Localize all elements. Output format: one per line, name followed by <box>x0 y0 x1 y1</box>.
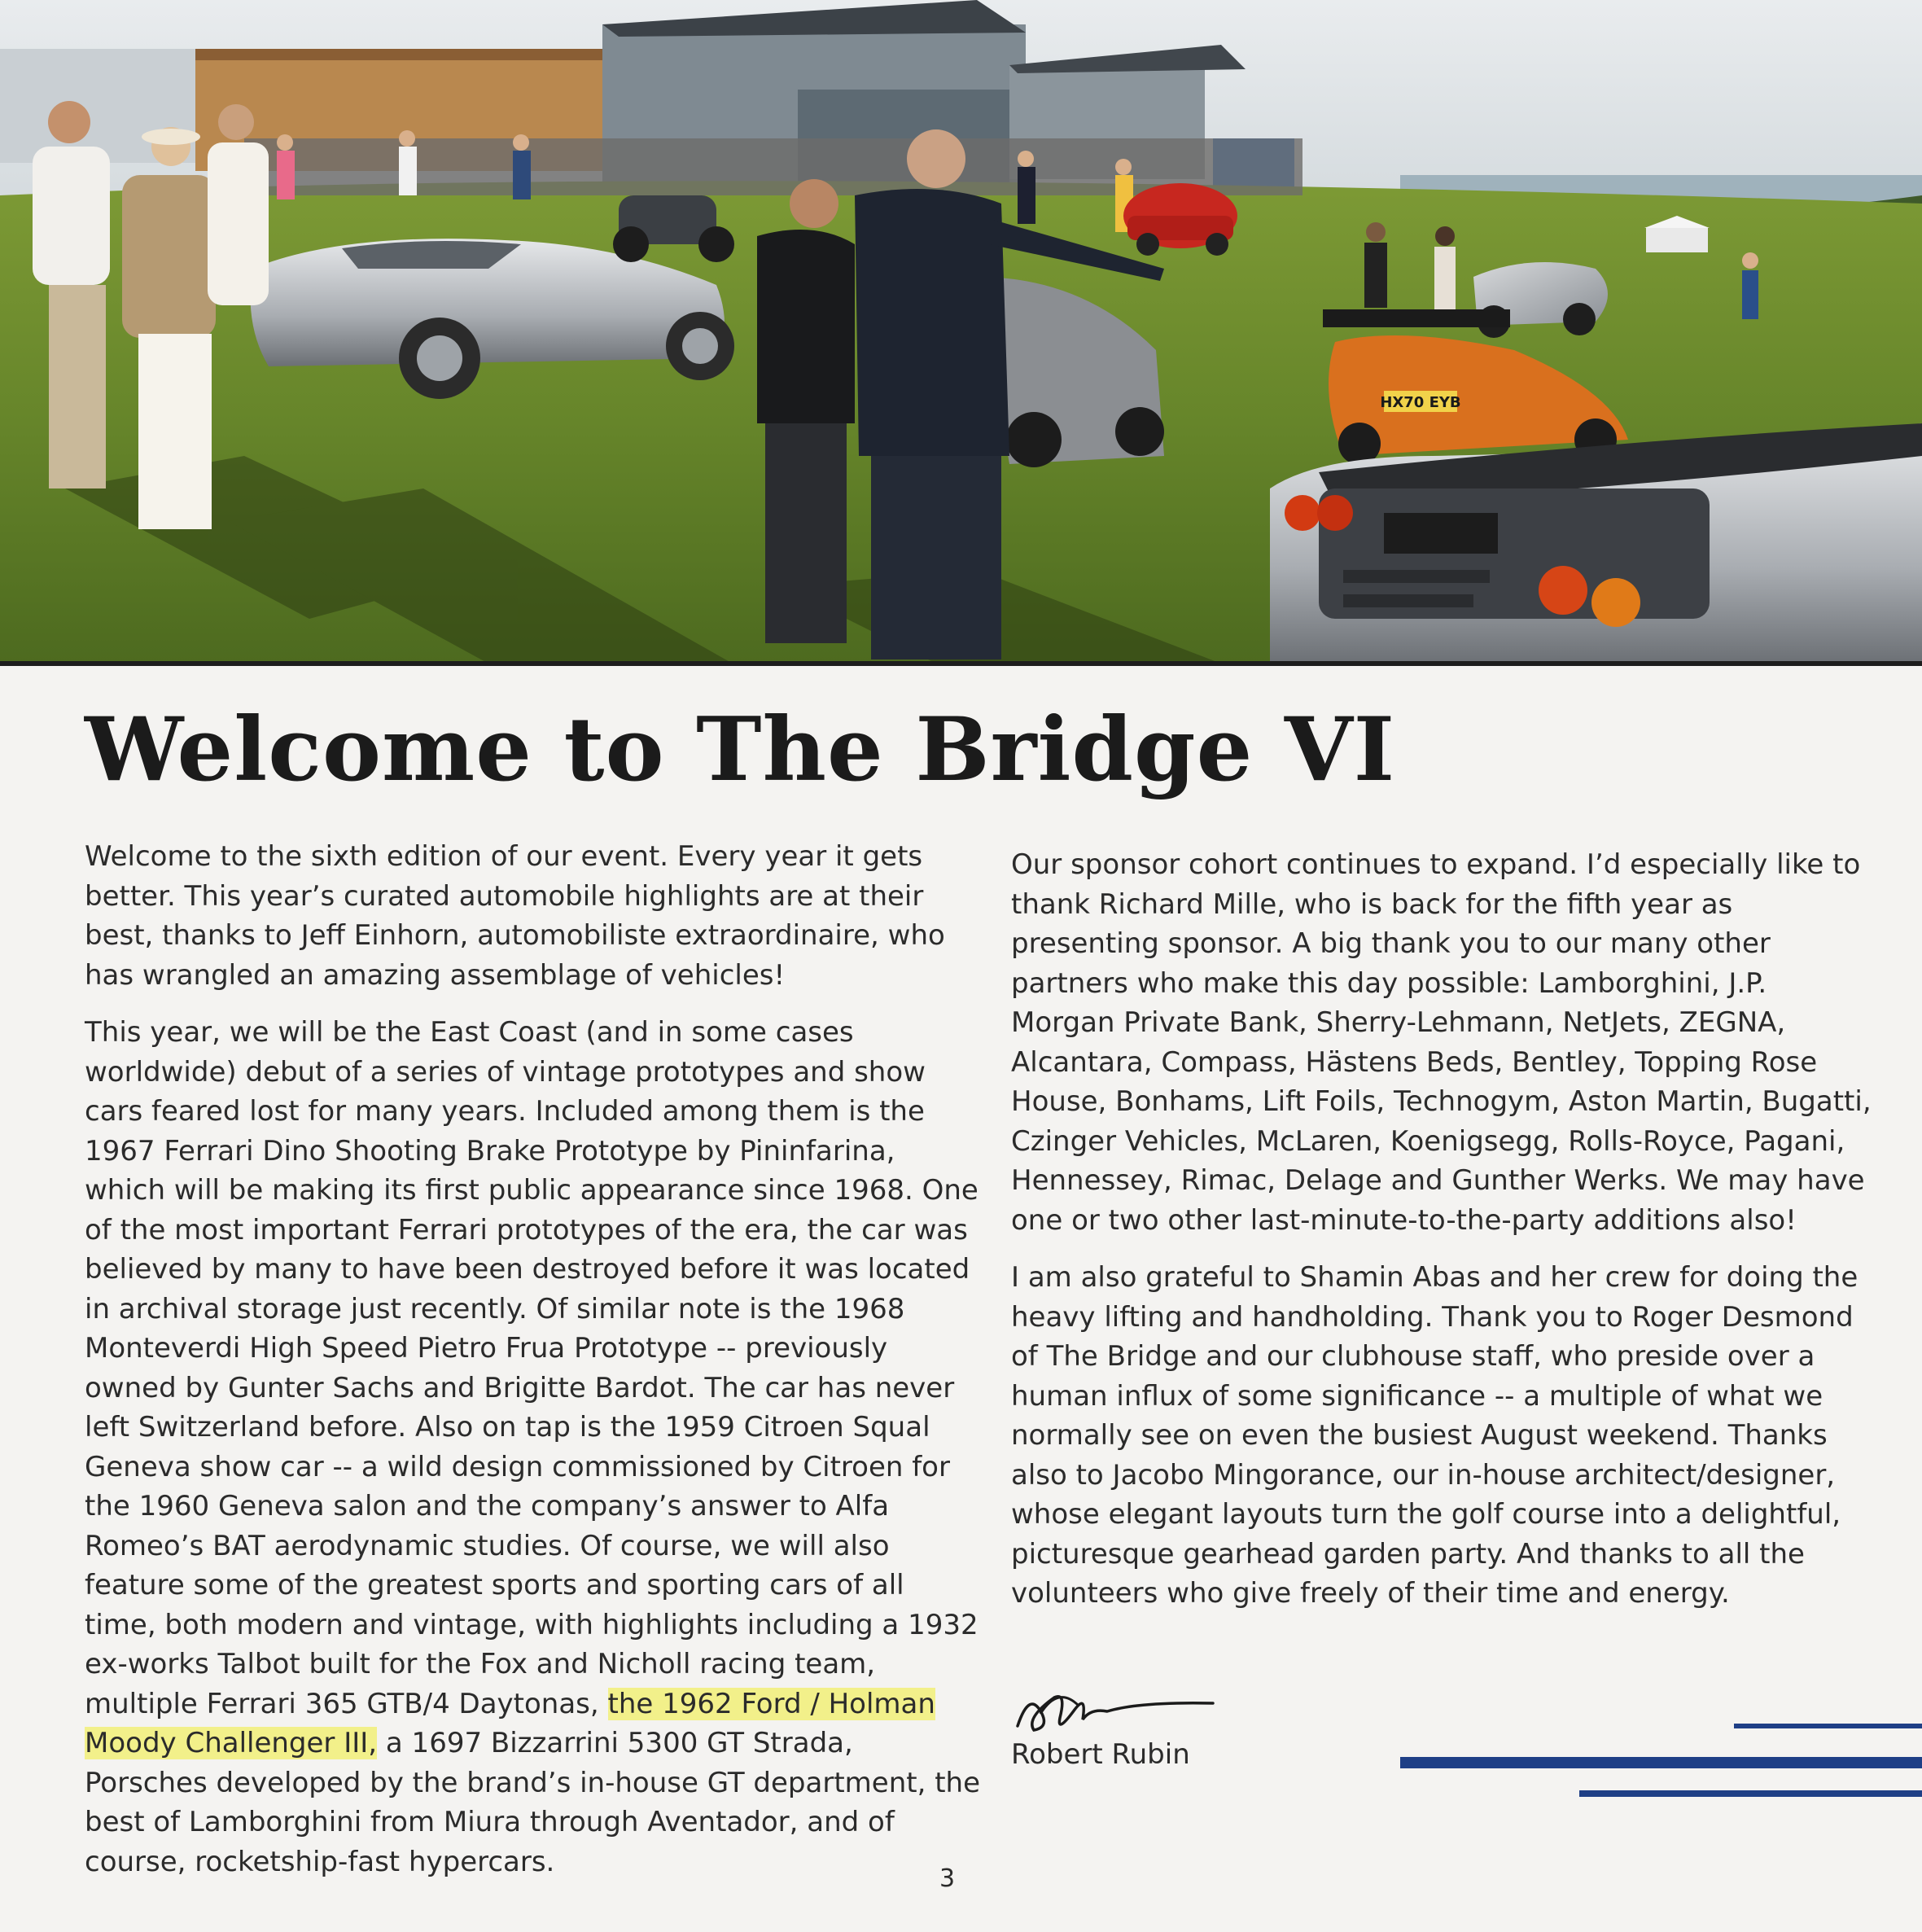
page-number: 3 <box>939 1864 956 1893</box>
left-paragraph-2-text-a: This year, we will be the East Coast (and in some cases worldwide) debut of a series of vintage prototypes and show cars feared lost for many years. Included among them is the 1967 Ferrari Dino Shooting Brake Prototype by Pininfarina, which will be making its first public appearance since 1968. One of the most important Ferrari prototypes of the era, the car was believed by many to have been destroyed before it was located in archival storage just recently. Of similar note is the 1968 Monteverdi High Speed Pietro Frua Prototype -- previously owned by Gunter Sachs and Brigitte Bardot. The car has never left Switzerland before. Also on tap is the 1959 Citroen Squal Geneva show car -- a wild design commissioned by Citroen for the 1960 Geneva salon and the company’s answer to Alfa Romeo’s BAT aerodynamic studies. Of course, we will also feature some of the greatest sports and sporting cars of all time, both modern and vintage, with highlights including a 1932 ex-works Talbot built for the Fox and Nicholl racing team, multiple Ferrari 365 GTB/4 Daytonas, <box>85 1016 979 1720</box>
accent-rule-middle <box>1400 1757 1922 1768</box>
left-paragraph-2 <box>85 1013 980 1882</box>
highlighted-text: the 1962 Ford / Holman Moody Challenger III, <box>85 1687 935 1759</box>
photo-divider <box>0 661 1922 666</box>
handwritten-signature <box>1009 1669 1221 1742</box>
left-paragraph-2-text-b: a 1697 Bizzarrini 5300 GT Strada, Porsches developed by the brand’s in-house GT department, the best of Lamborghini from Miura through Aventador, and of course, rocketship-fast hypercars. <box>85 1727 980 1878</box>
left-column <box>85 837 980 1899</box>
right-column <box>1011 845 1874 1632</box>
right-paragraph-1: Our sponsor cohort continues to expand. I’d especially like to thank Richard Mille, who is back for the fifth year as presenting sponsor. A big thank you to our many other partners who make this day possible: Lamborghini, J.P. Morgan Private Bank, Sherry-Lehmann, NetJets, ZEGNA, Alcantara, Compass, Hästens Beds, Bentley, Topping Rose House, Bonhams, Lift Foils, Technogym, Aston Martin, Bugatti, Czinger Vehicles, McLaren, Koenigsegg, Rolls-Royce, Pagani, Hennessey, Rimac, Delage and Gunther Werks. We may have one or two other last-minute-to-the-party additions also! <box>1011 848 1872 1237</box>
accent-rule-top <box>1734 1724 1922 1728</box>
left-paragraph-1: Welcome to the sixth edition of our event. Every year it gets better. This year’s curated automobile highlights are at their best, thanks to Jeff Einhorn, automobiliste extraordinaire, who has wrangled an amazing assemblage of vehicles! <box>85 840 945 992</box>
signer-name: Robert Rubin <box>1011 1738 1190 1771</box>
hero-photo <box>0 0 1922 664</box>
page-title: Welcome to The Bridge VI <box>85 699 1396 801</box>
license-plate: HX70 EYB <box>1380 394 1461 411</box>
right-paragraph-2: I am also grateful to Shamin Abas and her crew for doing the heavy lifting and handholding. Thank you to Roger Desmond of The Bridge and our clubhouse staff, who preside over a human influx of some significance -- a multiple of what we normally see on even the busiest August weekend. Thanks also to Jacobo Mingorance, our in-house architect/designer, whose elegant layouts turn the golf course into a delightful, picturesque gearhead garden party. And thanks to all the volunteers who give freely of their time and energy. <box>1011 1261 1859 1610</box>
accent-rule-bottom <box>1579 1790 1922 1797</box>
